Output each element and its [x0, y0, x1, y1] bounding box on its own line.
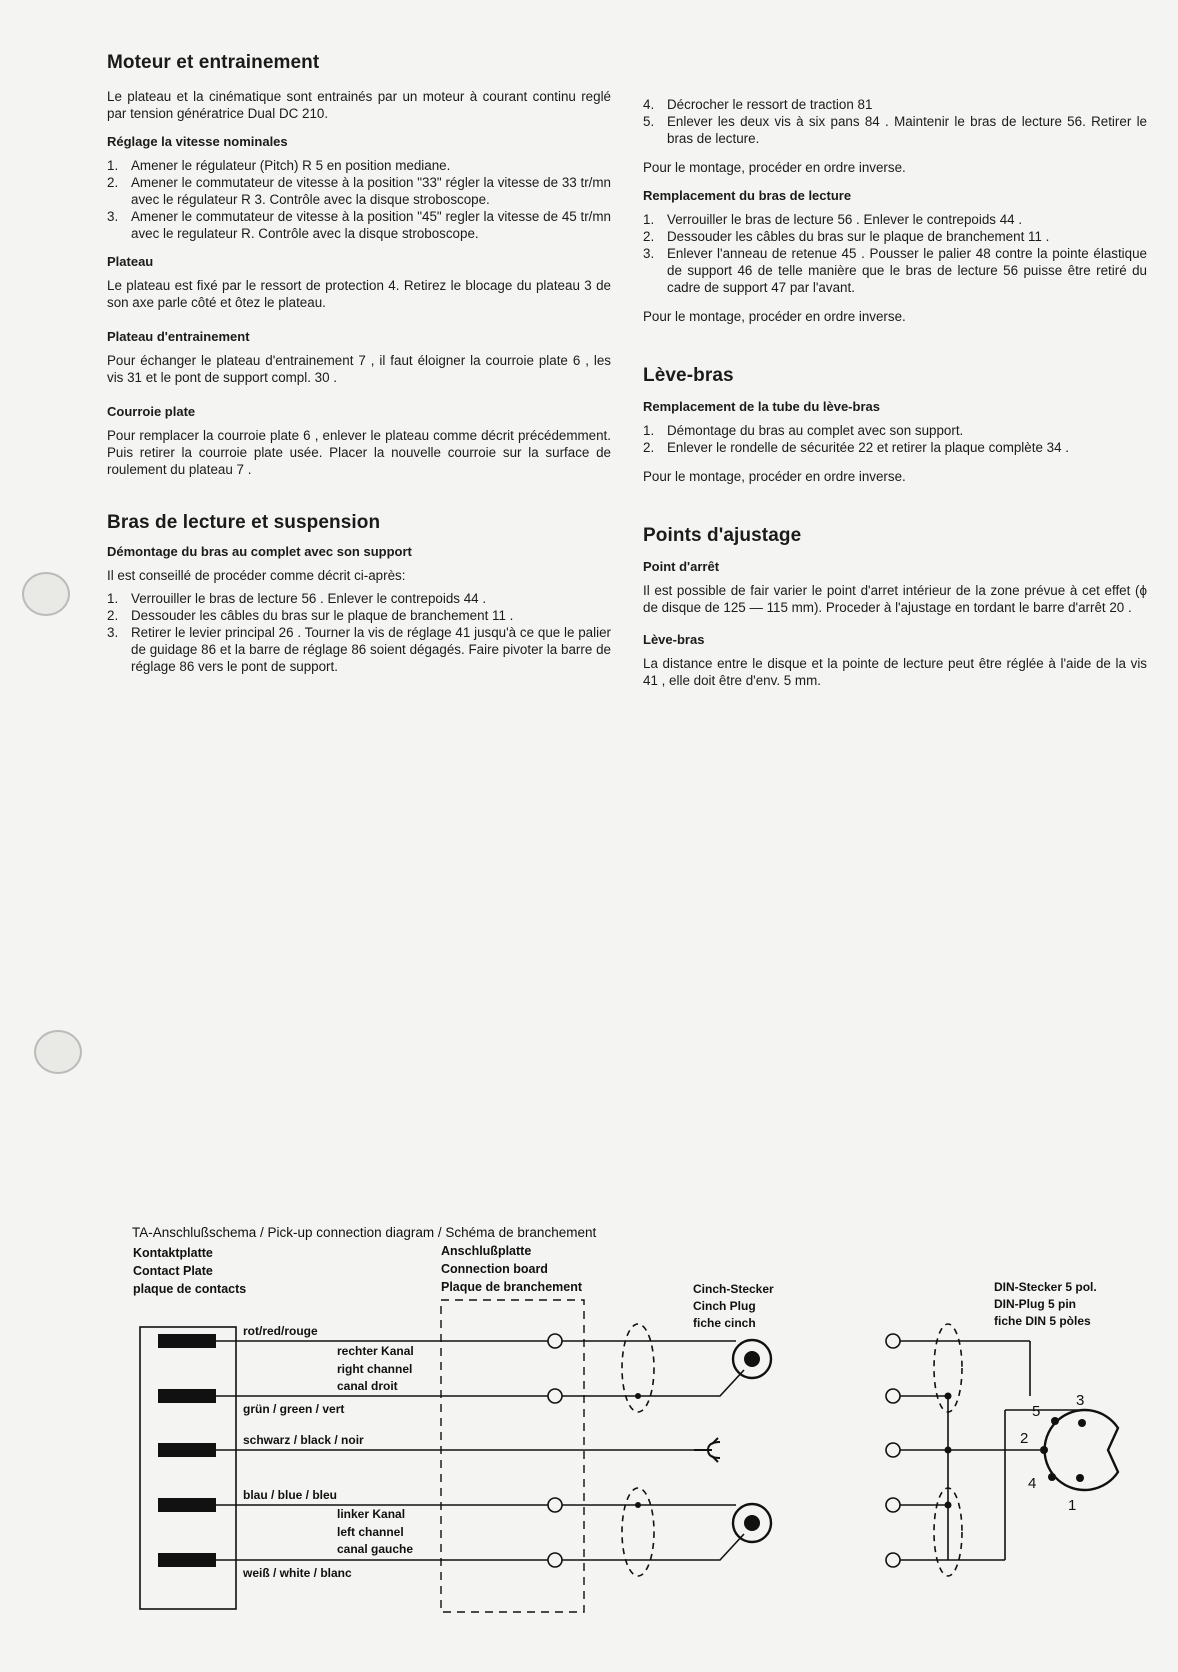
list-item: 1. Démontage du bras au complet avec son support. [643, 423, 964, 438]
svg-text:plaque de contacts: plaque de contacts [133, 1282, 247, 1296]
right-channel-label: canal droit [337, 1379, 398, 1393]
paragraph-montage: Pour le montage, procéder en ordre inverse. [643, 469, 906, 484]
paragraph-motor: Le plateau et la cinématique sont entrainés par un moteur à courant continu reglé par tension génératrice Dual DC 210. [107, 89, 611, 121]
list-item: 1. Verrouiller le bras de lecture 56 . Enlever le contrepoids 44 . [107, 591, 487, 606]
svg-text:2: 2 [1020, 1430, 1029, 1447]
paragraph-plateau-entrainement: Pour échanger le plateau d'entrainement 7 , il faut éloigner la courroie plate 6 , les vis 31 et le pont de support compl. 30 . [107, 353, 611, 385]
heading-leve-bras: Lève-bras [643, 365, 734, 386]
heading-speed: Réglage la vitesse nominales [107, 134, 288, 149]
list-tube [643, 422, 1147, 456]
contact-pin [158, 1553, 216, 1567]
din-terminals [886, 1334, 900, 1567]
wire-label-white: weiß / white / blanc [243, 1566, 352, 1580]
svg-text:DIN-Stecker 5 pol.: DIN-Stecker 5 pol. [994, 1280, 1097, 1294]
list-remplacement [643, 211, 1147, 296]
svg-text:3: 3 [1076, 1392, 1085, 1409]
heading-bras: Bras de lecture et suspension [107, 512, 381, 533]
connection-board-label [441, 1244, 583, 1294]
svg-text:fiche cinch: fiche cinch [693, 1316, 756, 1330]
svg-text:fiche DIN 5 pòles: fiche DIN 5 pòles [994, 1314, 1091, 1328]
wire-label-green: grün / green / vert [243, 1402, 345, 1416]
contact-pin [158, 1334, 216, 1348]
list-item: 2. Enlever le rondelle de sécuritée 22 et retirer la plaque complète 34 . [643, 440, 1069, 455]
connection-board [441, 1300, 584, 1612]
contact-pin [158, 1443, 216, 1457]
paragraph-demontage: Il est conseillé de procéder comme décrit ci-après: [107, 568, 406, 583]
paragraph-plateau: Le plateau est fixé par le ressort de protection 4. Retirez le blocage du plateau 3 de son axe parle côté et ôtez le plateau. [107, 278, 611, 310]
list-item: 1. Verrouiller le bras de lecture 56 . Enlever le contrepoids 44 . [643, 212, 1023, 227]
right-column [643, 96, 1147, 701]
svg-text:4: 4 [1028, 1475, 1037, 1492]
contact-pin [158, 1498, 216, 1512]
right-channel-label: rechter Kanal [337, 1344, 414, 1358]
ground-lug [694, 1442, 720, 1458]
wire-label-black: schwarz / black / noir [243, 1433, 364, 1447]
heading-demontage: Démontage du bras au complet avec son support [107, 544, 412, 559]
wire-label-red: rot/red/rouge [243, 1324, 318, 1338]
heading-plateau: Plateau [107, 254, 154, 269]
paragraph-point-arret: Il est possible de fair varier le point d'arret intérieur de la zone prévue à cet effet (ϕ de disque de 125 — 115 mm). Proceder à l'ajustage en tordant le barre d'arrêt 20 . [643, 583, 1147, 615]
left-column [107, 52, 611, 687]
left-channel-label: canal gauche [337, 1542, 414, 1556]
pickup-connection-diagram [0, 1220, 1178, 1620]
list-item: 4. Décrocher le ressort de traction 81 [643, 97, 873, 112]
right-channel-label: right channel [337, 1362, 413, 1376]
cinch-jack-left [733, 1504, 771, 1542]
svg-text:Connection board: Connection board [441, 1262, 548, 1276]
heading-point-arret: Point d'arrêt [643, 559, 720, 574]
left-channel-label: linker Kanal [337, 1507, 406, 1521]
svg-text:Cinch Plug: Cinch Plug [693, 1299, 756, 1313]
cinch-plug-label [693, 1282, 774, 1330]
svg-text:1: 1 [1068, 1497, 1077, 1514]
cinch-jack-right [733, 1340, 771, 1378]
svg-text:Anschlußplatte: Anschlußplatte [441, 1244, 532, 1258]
heading-tube: Remplacement de la tube du lève-bras [643, 399, 880, 414]
list-item: 3. Amener le commutateur de vitesse à la position "45" regler la vitesse de 45 tr/mn avec le regulateur R. Contrôle avec la disque stroboscope. [107, 209, 611, 241]
list-item: 2. Dessouder les câbles du bras sur le plaque de branchement 11 . [643, 229, 1050, 244]
paragraph-montage: Pour le montage, procéder en ordre inverse. [643, 309, 906, 324]
contact-plate-label [133, 1246, 246, 1296]
din-plug-label [994, 1280, 1097, 1328]
heading-motor: Moteur et entrainement [107, 52, 320, 73]
svg-text:Plaque de branchement: Plaque de branchement [441, 1280, 583, 1294]
svg-text:DIN-Plug 5 pin: DIN-Plug 5 pin [994, 1297, 1076, 1311]
punch-hole [22, 572, 70, 616]
paragraph-montage: Pour le montage, procéder en ordre inverse. [643, 160, 906, 175]
heading-plateau-entrainement: Plateau d'entrainement [107, 329, 250, 344]
left-channel-label: left channel [337, 1525, 404, 1539]
svg-text:Cinch-Stecker: Cinch-Stecker [693, 1282, 774, 1296]
svg-text:5: 5 [1032, 1403, 1041, 1420]
din-socket [1040, 1410, 1118, 1490]
list-item: 2. Amener le commutateur de vitesse à la position "33" régler la vitesse de 33 tr/mn avec le régulateur R 3. Contrôle avec la disque stroboscope. [107, 175, 611, 207]
list-item: 2. Dessouder les câbles du bras sur le plaque de branchement 11 . [107, 608, 514, 623]
heading-courroie: Courroie plate [107, 404, 196, 419]
list-item: 3. Retirer le levier principal 26 . Tourner la vis de réglage 41 jusqu'à ce que le palier de guidage 86 et la barre de réglage 86 soient dégagés. Faire pivoter la barre de réglage 86 vers le pont de support. [107, 625, 611, 674]
din-wiring [900, 1324, 1078, 1576]
list-item: 3. Enlever l'anneau de retenue 45 . Pousser le palier 48 contre la pointe élastique de support 46 de telle manière que le bras de lecture 56 puisse être retiré du cadre de support 47 par l'avant. [643, 246, 1147, 295]
list-speed [107, 157, 611, 242]
paragraph-courroie: Pour remplacer la courroie plate 6 , enlever le plateau comme décrit précédemment. Puis retirer la courroie plate usée. Placer la nouvelle courroie sur la surface de roulement du plateau 7 . [107, 428, 611, 477]
wire-label-blue: blau / blue / bleu [243, 1488, 338, 1502]
svg-text:Contact Plate: Contact Plate [133, 1264, 213, 1278]
list-top [643, 96, 1147, 147]
list-item: 1. Amener le régulateur (Pitch) R 5 en position mediane. [107, 158, 451, 173]
diagram-title: TA-Anschlußschema / Pick-up connection diagram / Schéma de branchement [132, 1225, 597, 1240]
heading-leve-bras-adjust: Lève-bras [643, 632, 705, 647]
list-item: 5. Enlever les deux vis à six pans 84 . Maintenir le bras de lecture 56. Retirer le bras de lecture. [643, 114, 1147, 146]
paragraph-leve-bras-adjust: La distance entre le disque et la pointe de lecture peut être réglée à l'aide de la vis 41 , elle doit être d'env. 5 mm. [643, 656, 1147, 688]
list-demontage [107, 590, 611, 675]
punch-hole [34, 1030, 82, 1074]
heading-remplacement: Remplacement du bras de lecture [643, 188, 852, 203]
heading-points-ajustage: Points d'ajustage [643, 525, 802, 546]
svg-text:Kontaktplatte: Kontaktplatte [133, 1246, 213, 1260]
contact-pin [158, 1389, 216, 1403]
